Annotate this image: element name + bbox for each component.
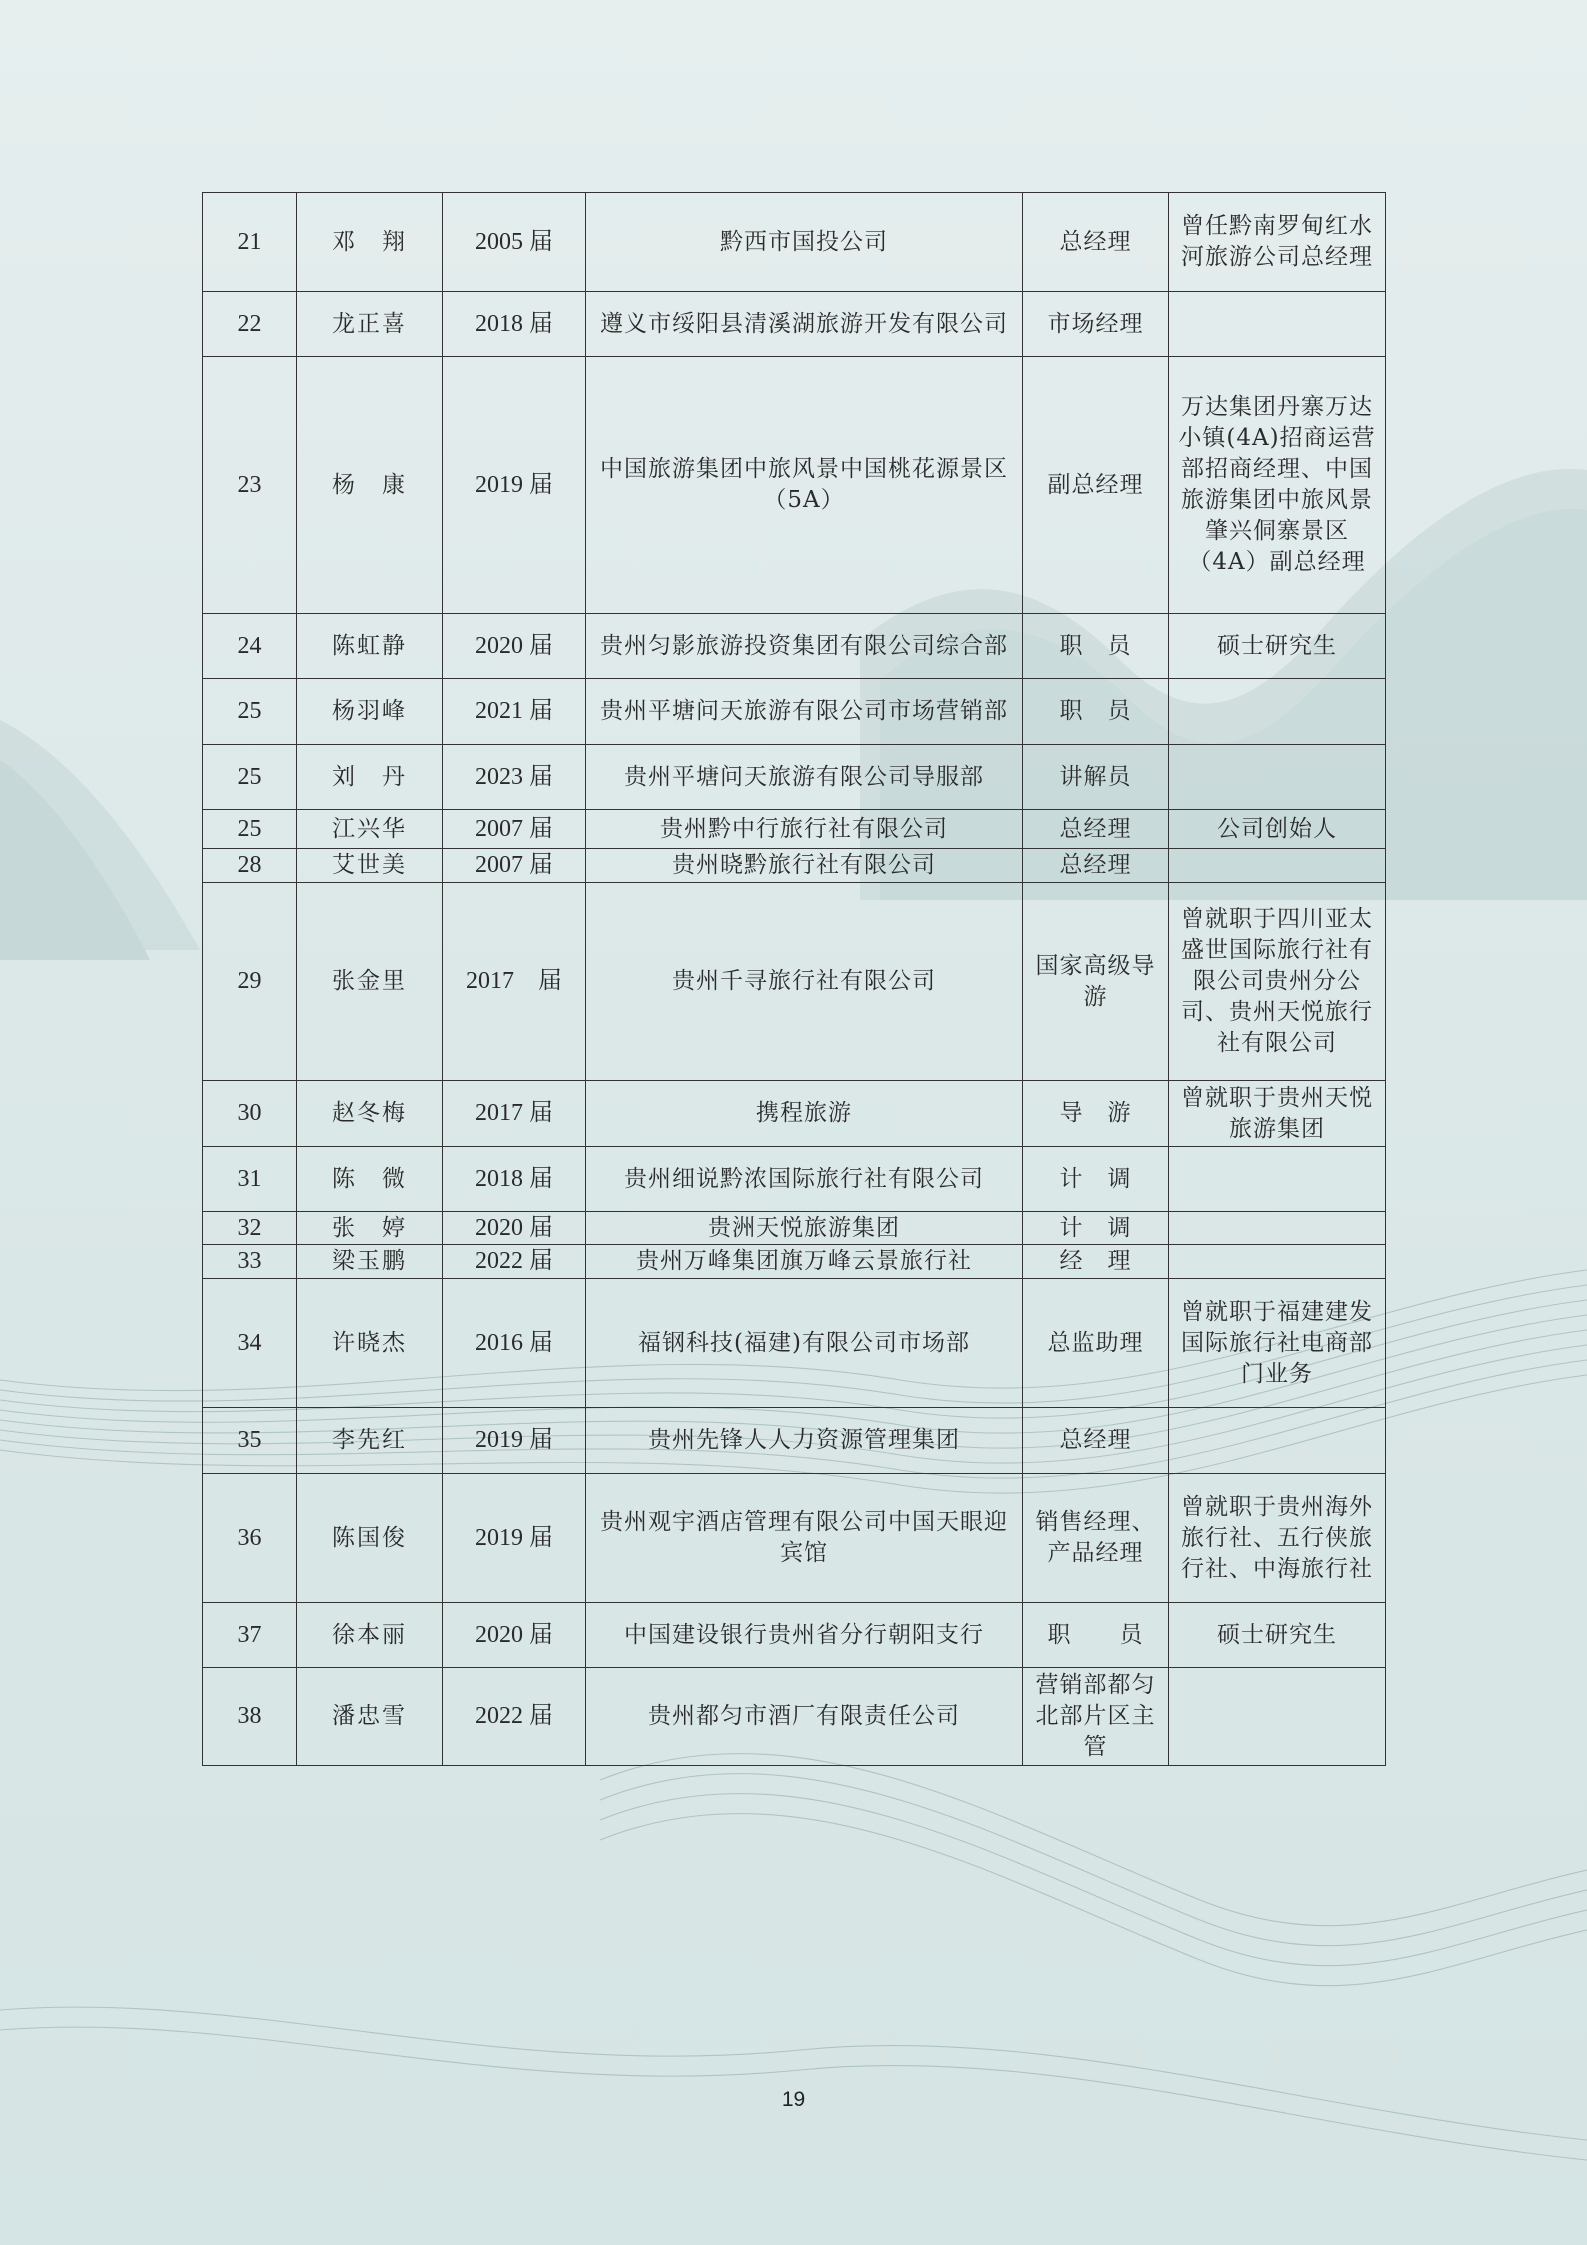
- remarks: 曾就职于四川亚太盛世国际旅行社有限公司贵州分公司、贵州天悦旅行社有限公司: [1169, 883, 1386, 1081]
- remarks: 公司创始人: [1169, 810, 1386, 849]
- row-number: 31: [203, 1147, 297, 1212]
- employer: 贵州细说黔浓国际旅行社有限公司: [586, 1147, 1023, 1212]
- employer: 贵州万峰集团旗万峰云景旅行社: [586, 1245, 1023, 1279]
- table-row: [203, 1245, 1386, 1279]
- graduation-year: 2020 届: [443, 614, 586, 679]
- graduation-year: 2021 届: [443, 679, 586, 745]
- table-row: [203, 1081, 1386, 1147]
- graduation-year: 2018 届: [443, 1147, 586, 1212]
- table-row: [203, 679, 1386, 745]
- remarks: 硕士研究生: [1169, 614, 1386, 679]
- graduation-year: 2022 届: [443, 1245, 586, 1279]
- remarks: [1169, 292, 1386, 357]
- employer: 中国旅游集团中旅风景中国桃花源景区（5A）: [586, 357, 1023, 614]
- row-number: 36: [203, 1474, 297, 1603]
- page-number: 19: [781, 2088, 806, 2111]
- remarks: [1169, 679, 1386, 745]
- row-number: 24: [203, 614, 297, 679]
- alumni-name: 龙正喜: [297, 292, 443, 357]
- table-row: [203, 1212, 1386, 1245]
- employer: 携程旅游: [586, 1081, 1023, 1147]
- employer: 遵义市绥阳县清溪湖旅游开发有限公司: [586, 292, 1023, 357]
- row-number: 23: [203, 357, 297, 614]
- row-number: 29: [203, 883, 297, 1081]
- row-number: 30: [203, 1081, 297, 1147]
- alumni-name: 潘忠雪: [297, 1668, 443, 1766]
- alumni-name: 梁玉鹏: [297, 1245, 443, 1279]
- table-row: [203, 1408, 1386, 1474]
- graduation-year: 2007 届: [443, 810, 586, 849]
- table-row: [203, 1603, 1386, 1668]
- remarks: [1169, 1245, 1386, 1279]
- employer: 福钢科技(福建)有限公司市场部: [586, 1279, 1023, 1408]
- row-number: 25: [203, 679, 297, 745]
- row-number: 33: [203, 1245, 297, 1279]
- position: 经 理: [1023, 1245, 1169, 1279]
- table-row: [203, 193, 1386, 292]
- alumni-name: 张金里: [297, 883, 443, 1081]
- remarks: [1169, 1147, 1386, 1212]
- alumni-name: 陈国俊: [297, 1474, 443, 1603]
- employer: 贵州先锋人人力资源管理集团: [586, 1408, 1023, 1474]
- row-number: 28: [203, 849, 297, 883]
- graduation-year: 2018 届: [443, 292, 586, 357]
- table-row: [203, 614, 1386, 679]
- alumni-name: 许晓杰: [297, 1279, 443, 1408]
- employer: 中国建设银行贵州省分行朝阳支行: [586, 1603, 1023, 1668]
- table-row: [203, 357, 1386, 614]
- alumni-name: 赵冬梅: [297, 1081, 443, 1147]
- remarks: [1169, 849, 1386, 883]
- position: 职 员: [1023, 679, 1169, 745]
- position: 总经理: [1023, 849, 1169, 883]
- graduation-year: 2020 届: [443, 1212, 586, 1245]
- employer: 贵州都匀市酒厂有限责任公司: [586, 1668, 1023, 1766]
- table-row: [203, 810, 1386, 849]
- employer: 贵州平塘问天旅游有限公司导服部: [586, 745, 1023, 810]
- alumni-name: 邓 翔: [297, 193, 443, 292]
- graduation-year: 2022 届: [443, 1668, 586, 1766]
- graduation-year: 2007 届: [443, 849, 586, 883]
- graduation-year: 2017 届: [443, 883, 586, 1081]
- table-row: [203, 883, 1386, 1081]
- row-number: 34: [203, 1279, 297, 1408]
- remarks: 曾就职于贵州海外旅行社、五行侠旅行社、中海旅行社: [1169, 1474, 1386, 1603]
- alumni-name: 刘 丹: [297, 745, 443, 810]
- remarks: 曾就职于贵州天悦旅游集团: [1169, 1081, 1386, 1147]
- row-number: 38: [203, 1668, 297, 1766]
- position: 营销部都匀北部片区主管: [1023, 1668, 1169, 1766]
- alumni-name: 陈 微: [297, 1147, 443, 1212]
- row-number: 22: [203, 292, 297, 357]
- graduation-year: 2023 届: [443, 745, 586, 810]
- row-number: 37: [203, 1603, 297, 1668]
- table-row: [203, 1474, 1386, 1603]
- remarks: 曾任黔南罗甸红水河旅游公司总经理: [1169, 193, 1386, 292]
- graduation-year: 2019 届: [443, 357, 586, 614]
- alumni-name: 杨羽峰: [297, 679, 443, 745]
- employer: 贵州匀影旅游投资集团有限公司综合部: [586, 614, 1023, 679]
- graduation-year: 2017 届: [443, 1081, 586, 1147]
- remarks: 硕士研究生: [1169, 1603, 1386, 1668]
- position: 副总经理: [1023, 357, 1169, 614]
- position: 总经理: [1023, 810, 1169, 849]
- position: 职 员: [1023, 1603, 1169, 1668]
- alumni-name: 徐本丽: [297, 1603, 443, 1668]
- position: 计 调: [1023, 1147, 1169, 1212]
- table-row: [203, 1147, 1386, 1212]
- table-row: [203, 1279, 1386, 1408]
- alumni-name: 江兴华: [297, 810, 443, 849]
- alumni-name: 李先红: [297, 1408, 443, 1474]
- table-row: [203, 292, 1386, 357]
- position: 计 调: [1023, 1212, 1169, 1245]
- remarks: [1169, 1668, 1386, 1766]
- position: 总经理: [1023, 193, 1169, 292]
- remarks: [1169, 1408, 1386, 1474]
- employer: 贵州黔中行旅行社有限公司: [586, 810, 1023, 849]
- employer: 贵洲天悦旅游集团: [586, 1212, 1023, 1245]
- position: 职 员: [1023, 614, 1169, 679]
- position: 销售经理、产品经理: [1023, 1474, 1169, 1603]
- row-number: 25: [203, 810, 297, 849]
- graduation-year: 2019 届: [443, 1408, 586, 1474]
- row-number: 21: [203, 193, 297, 292]
- alumni-name: 陈虹静: [297, 614, 443, 679]
- remarks: [1169, 1212, 1386, 1245]
- position: 总经理: [1023, 1408, 1169, 1474]
- remarks: [1169, 745, 1386, 810]
- graduation-year: 2020 届: [443, 1603, 586, 1668]
- employer: 黔西市国投公司: [586, 193, 1023, 292]
- table-row: [203, 1668, 1386, 1766]
- graduation-year: 2016 届: [443, 1279, 586, 1408]
- row-number: 35: [203, 1408, 297, 1474]
- employer: 贵州平塘问天旅游有限公司市场营销部: [586, 679, 1023, 745]
- graduation-year: 2019 届: [443, 1474, 586, 1603]
- position: 讲解员: [1023, 745, 1169, 810]
- row-number: 32: [203, 1212, 297, 1245]
- employer: 贵州观宇酒店管理有限公司中国天眼迎宾馆: [586, 1474, 1023, 1603]
- alumni-name: 艾世美: [297, 849, 443, 883]
- remarks: 万达集团丹寨万达小镇(4A)招商运营部招商经理、中国旅游集团中旅风景肇兴侗寨景区（4A）副总经理: [1169, 357, 1386, 614]
- row-number: 25: [203, 745, 297, 810]
- table-row: [203, 745, 1386, 810]
- alumni-name: 杨 康: [297, 357, 443, 614]
- position: 市场经理: [1023, 292, 1169, 357]
- position: 国家高级导游: [1023, 883, 1169, 1081]
- employer: 贵州晓黔旅行社有限公司: [586, 849, 1023, 883]
- position: 总监助理: [1023, 1279, 1169, 1408]
- alumni-name: 张 婷: [297, 1212, 443, 1245]
- table-row: [203, 849, 1386, 883]
- alumni-table: [202, 192, 1386, 1766]
- graduation-year: 2005 届: [443, 193, 586, 292]
- position: 导 游: [1023, 1081, 1169, 1147]
- remarks: 曾就职于福建建发国际旅行社电商部门业务: [1169, 1279, 1386, 1408]
- employer: 贵州千寻旅行社有限公司: [586, 883, 1023, 1081]
